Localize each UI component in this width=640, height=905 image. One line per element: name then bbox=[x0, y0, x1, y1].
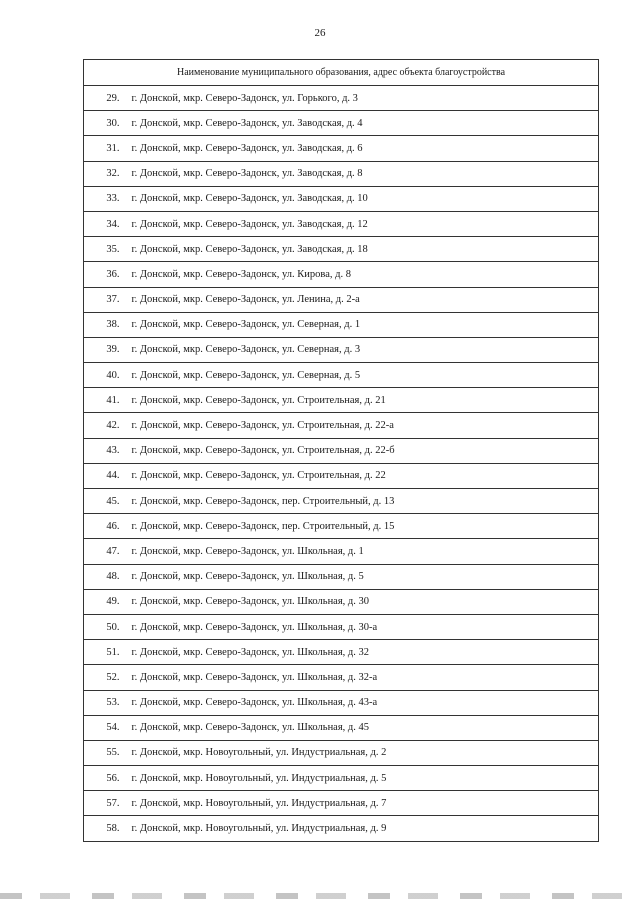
row-number: 52. bbox=[84, 665, 124, 690]
row-number: 44. bbox=[84, 463, 124, 488]
table-row bbox=[84, 262, 599, 287]
row-address: г. Донской, мкр. Северо-Задонск, ул. Ленина, д. 2-а bbox=[124, 287, 599, 312]
table-row bbox=[84, 388, 599, 413]
table-row bbox=[84, 287, 599, 312]
table-row bbox=[84, 514, 599, 539]
row-number: 49. bbox=[84, 589, 124, 614]
row-address: г. Донской, мкр. Северо-Задонск, ул. Школьная, д. 45 bbox=[124, 715, 599, 740]
table-row bbox=[84, 539, 599, 564]
row-address: г. Донской, мкр. Северо-Задонск, ул. Школьная, д. 43-а bbox=[124, 690, 599, 715]
row-number: 30. bbox=[84, 111, 124, 136]
table-row bbox=[84, 791, 599, 816]
row-number: 54. bbox=[84, 715, 124, 740]
table-row bbox=[84, 438, 599, 463]
row-number: 43. bbox=[84, 438, 124, 463]
table-row bbox=[84, 816, 599, 841]
table-row bbox=[84, 589, 599, 614]
table-row bbox=[84, 766, 599, 791]
row-number: 39. bbox=[84, 337, 124, 362]
address-table-container bbox=[83, 59, 598, 842]
row-address: г. Донской, мкр. Северо-Задонск, ул. Школьная, д. 1 bbox=[124, 539, 599, 564]
table-row bbox=[84, 161, 599, 186]
row-number: 57. bbox=[84, 791, 124, 816]
table-row bbox=[84, 312, 599, 337]
row-address: г. Донской, мкр. Северо-Задонск, ул. Северная, д. 5 bbox=[124, 363, 599, 388]
table-row bbox=[84, 690, 599, 715]
row-number: 56. bbox=[84, 766, 124, 791]
row-address: г. Донской, мкр. Новоугольный, ул. Индустриальная, д. 5 bbox=[124, 766, 599, 791]
row-number: 38. bbox=[84, 312, 124, 337]
row-number: 51. bbox=[84, 640, 124, 665]
row-address: г. Донской, мкр. Северо-Задонск, ул. Северная, д. 1 bbox=[124, 312, 599, 337]
row-number: 35. bbox=[84, 237, 124, 262]
row-number: 36. bbox=[84, 262, 124, 287]
row-address: г. Донской, мкр. Новоугольный, ул. Индустриальная, д. 2 bbox=[124, 740, 599, 765]
table-row bbox=[84, 640, 599, 665]
table-row bbox=[84, 186, 599, 211]
row-address: г. Донской, мкр. Северо-Задонск, пер. Строительный, д. 13 bbox=[124, 489, 599, 514]
table-header-row bbox=[84, 60, 599, 86]
row-address: г. Донской, мкр. Новоугольный, ул. Индустриальная, д. 7 bbox=[124, 791, 599, 816]
table-row bbox=[84, 136, 599, 161]
row-address: г. Донской, мкр. Северо-Задонск, ул. Заводская, д. 6 bbox=[124, 136, 599, 161]
row-number: 32. bbox=[84, 161, 124, 186]
row-number: 37. bbox=[84, 287, 124, 312]
row-address: г. Донской, мкр. Северо-Задонск, ул. Школьная, д. 5 bbox=[124, 564, 599, 589]
table-row bbox=[84, 740, 599, 765]
table-row bbox=[84, 715, 599, 740]
address-table bbox=[83, 59, 599, 842]
row-number: 34. bbox=[84, 211, 124, 236]
row-address: г. Донской, мкр. Северо-Задонск, ул. Школьная, д. 32 bbox=[124, 640, 599, 665]
row-number: 42. bbox=[84, 413, 124, 438]
row-address: г. Донской, мкр. Северо-Задонск, ул. Строительная, д. 22 bbox=[124, 463, 599, 488]
row-number: 55. bbox=[84, 740, 124, 765]
row-number: 31. bbox=[84, 136, 124, 161]
table-row bbox=[84, 489, 599, 514]
row-address: г. Донской, мкр. Северо-Задонск, ул. Кирова, д. 8 bbox=[124, 262, 599, 287]
row-number: 33. bbox=[84, 186, 124, 211]
row-number: 45. bbox=[84, 489, 124, 514]
table-row bbox=[84, 564, 599, 589]
row-address: г. Донской, мкр. Северо-Задонск, ул. Строительная, д. 21 bbox=[124, 388, 599, 413]
table-body bbox=[84, 86, 599, 842]
table-row bbox=[84, 211, 599, 236]
table-row bbox=[84, 665, 599, 690]
table-row bbox=[84, 111, 599, 136]
table-row bbox=[84, 463, 599, 488]
table-row bbox=[84, 413, 599, 438]
row-number: 53. bbox=[84, 690, 124, 715]
row-address: г. Донской, мкр. Северо-Задонск, ул. Школьная, д. 32-а bbox=[124, 665, 599, 690]
table-row bbox=[84, 614, 599, 639]
scan-artifact bbox=[0, 893, 640, 899]
row-address: г. Донской, мкр. Северо-Задонск, пер. Строительный, д. 15 bbox=[124, 514, 599, 539]
row-address: г. Донской, мкр. Северо-Задонск, ул. Школьная, д. 30-а bbox=[124, 614, 599, 639]
row-number: 41. bbox=[84, 388, 124, 413]
table-row bbox=[84, 237, 599, 262]
row-address: г. Донской, мкр. Северо-Задонск, ул. Северная, д. 3 bbox=[124, 337, 599, 362]
row-address: г. Донской, мкр. Северо-Задонск, ул. Заводская, д. 18 bbox=[124, 237, 599, 262]
table-row bbox=[84, 363, 599, 388]
table-row bbox=[84, 337, 599, 362]
row-number: 40. bbox=[84, 363, 124, 388]
row-number: 46. bbox=[84, 514, 124, 539]
row-number: 48. bbox=[84, 564, 124, 589]
table-header: Наименование муниципального образования, адрес объекта благоустройства bbox=[84, 60, 599, 86]
row-number: 47. bbox=[84, 539, 124, 564]
table-row bbox=[84, 86, 599, 111]
row-address: г. Донской, мкр. Северо-Задонск, ул. Заводская, д. 8 bbox=[124, 161, 599, 186]
row-number: 50. bbox=[84, 614, 124, 639]
row-address: г. Донской, мкр. Новоугольный, ул. Индустриальная, д. 9 bbox=[124, 816, 599, 841]
row-address: г. Донской, мкр. Северо-Задонск, ул. Горького, д. 3 bbox=[124, 86, 599, 111]
row-address: г. Донской, мкр. Северо-Задонск, ул. Заводская, д. 4 bbox=[124, 111, 599, 136]
row-address: г. Донской, мкр. Северо-Задонск, ул. Заводская, д. 10 bbox=[124, 186, 599, 211]
row-address: г. Донской, мкр. Северо-Задонск, ул. Заводская, д. 12 bbox=[124, 211, 599, 236]
row-address: г. Донской, мкр. Северо-Задонск, ул. Школьная, д. 30 bbox=[124, 589, 599, 614]
row-address: г. Донской, мкр. Северо-Задонск, ул. Строительная, д. 22-б bbox=[124, 438, 599, 463]
row-number: 29. bbox=[84, 86, 124, 111]
row-address: г. Донской, мкр. Северо-Задонск, ул. Строительная, д. 22-а bbox=[124, 413, 599, 438]
page-number: 26 bbox=[314, 27, 326, 39]
row-number: 58. bbox=[84, 816, 124, 841]
